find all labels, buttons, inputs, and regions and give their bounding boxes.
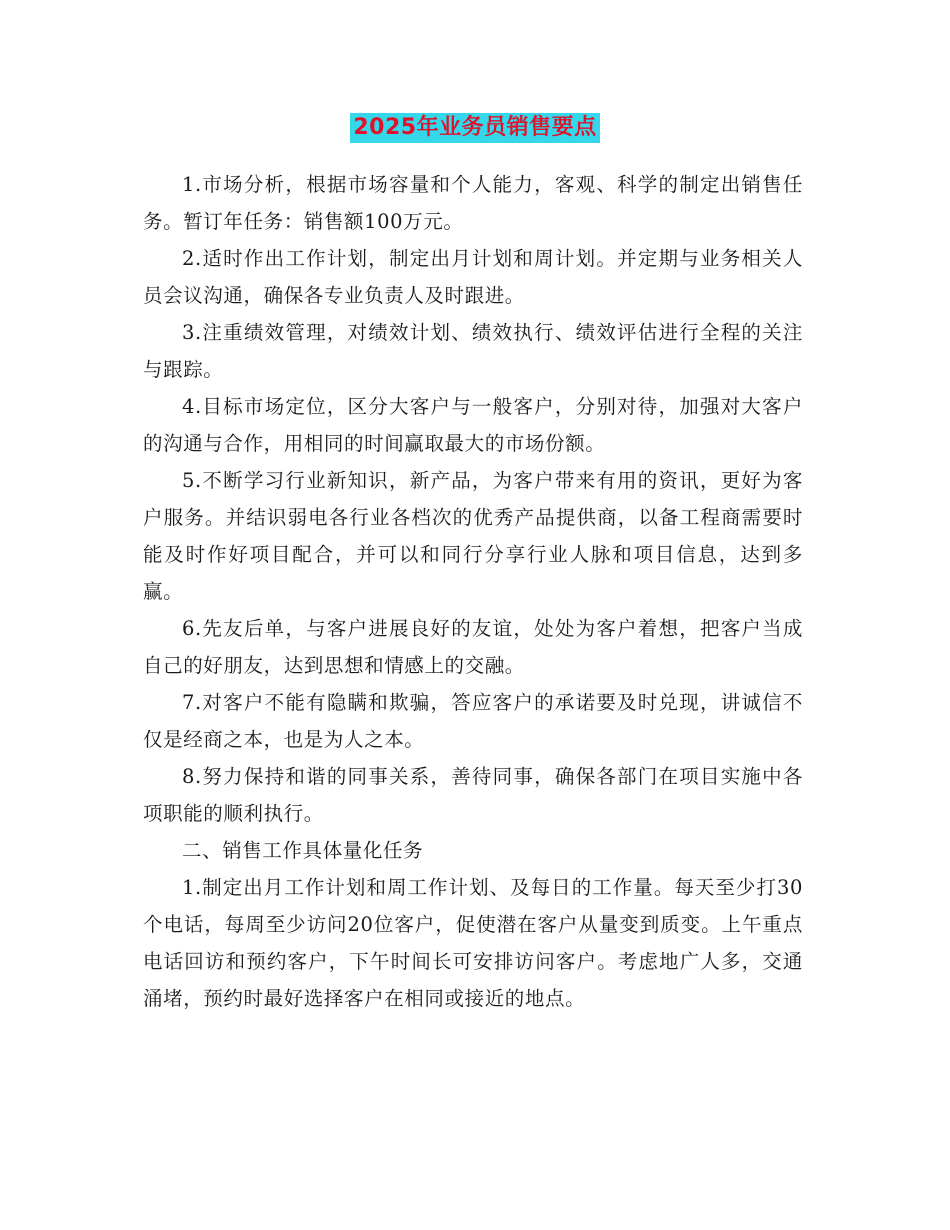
- paragraph-integrity: 7.对客户不能有隐瞒和欺骗，答应客户的承诺要及时兑现，讲诚信不仅是经商之本，也是为人之本。: [143, 691, 803, 751]
- section-heading-quantified-tasks: 二、销售工作具体量化任务: [182, 839, 424, 862]
- paragraph-learning: 5.不断学习行业新知识，新产品，为客户带来有用的资讯，更好为客户服务。并结识弱电各行业各档次的优秀产品提供商，以备工程商需要时能及时作好项目配合，并可以和同行分享行业人脉和项目信息，达到多赢。: [143, 469, 803, 603]
- paragraph-sales-target: 1.市场分析，根据市场容量和个人能力，客观、科学的制定出销售任务。暂订年任务：销售额100万元。: [143, 173, 803, 233]
- paragraph-friendship: 6.先友后单，与客户进展良好的友谊，处处为客户着想，把客户当成自己的好朋友，达到思想和情感上的交融。: [143, 617, 803, 677]
- title-container: [0, 113, 950, 143]
- paragraph-performance-management: 3.注重绩效管理，对绩效计划、绩效执行、绩效评估进行全程的关注与跟踪。: [143, 321, 803, 381]
- document-body: [143, 166, 803, 1017]
- paragraph-work-plan: 2.适时作出工作计划，制定出月计划和周计划。并定期与业务相关人员会议沟通，确保各专业负责人及时跟进。: [143, 247, 803, 307]
- document-title: 2025年业务员销售要点: [350, 113, 599, 143]
- paragraph-market-positioning: 4.目标市场定位，区分大客户与一般客户，分别对待，加强对大客户的沟通与合作，用相同的时间赢取最大的市场份额。: [143, 395, 803, 455]
- paragraph-daily-workload: 1.制定出月工作计划和周工作计划、及每日的工作量。每天至少打30个电话，每周至少访问20位客户，促使潜在客户从量变到质变。上午重点电话回访和预约客户，下午时间长可安排访问客户。考虑地广人多，交通涌堵，预约时最好选择客户在相同或接近的地点。: [143, 876, 803, 1010]
- paragraph-colleagues: 8.努力保持和谐的同事关系，善待同事，确保各部门在项目实施中各项职能的顺利执行。: [143, 765, 803, 825]
